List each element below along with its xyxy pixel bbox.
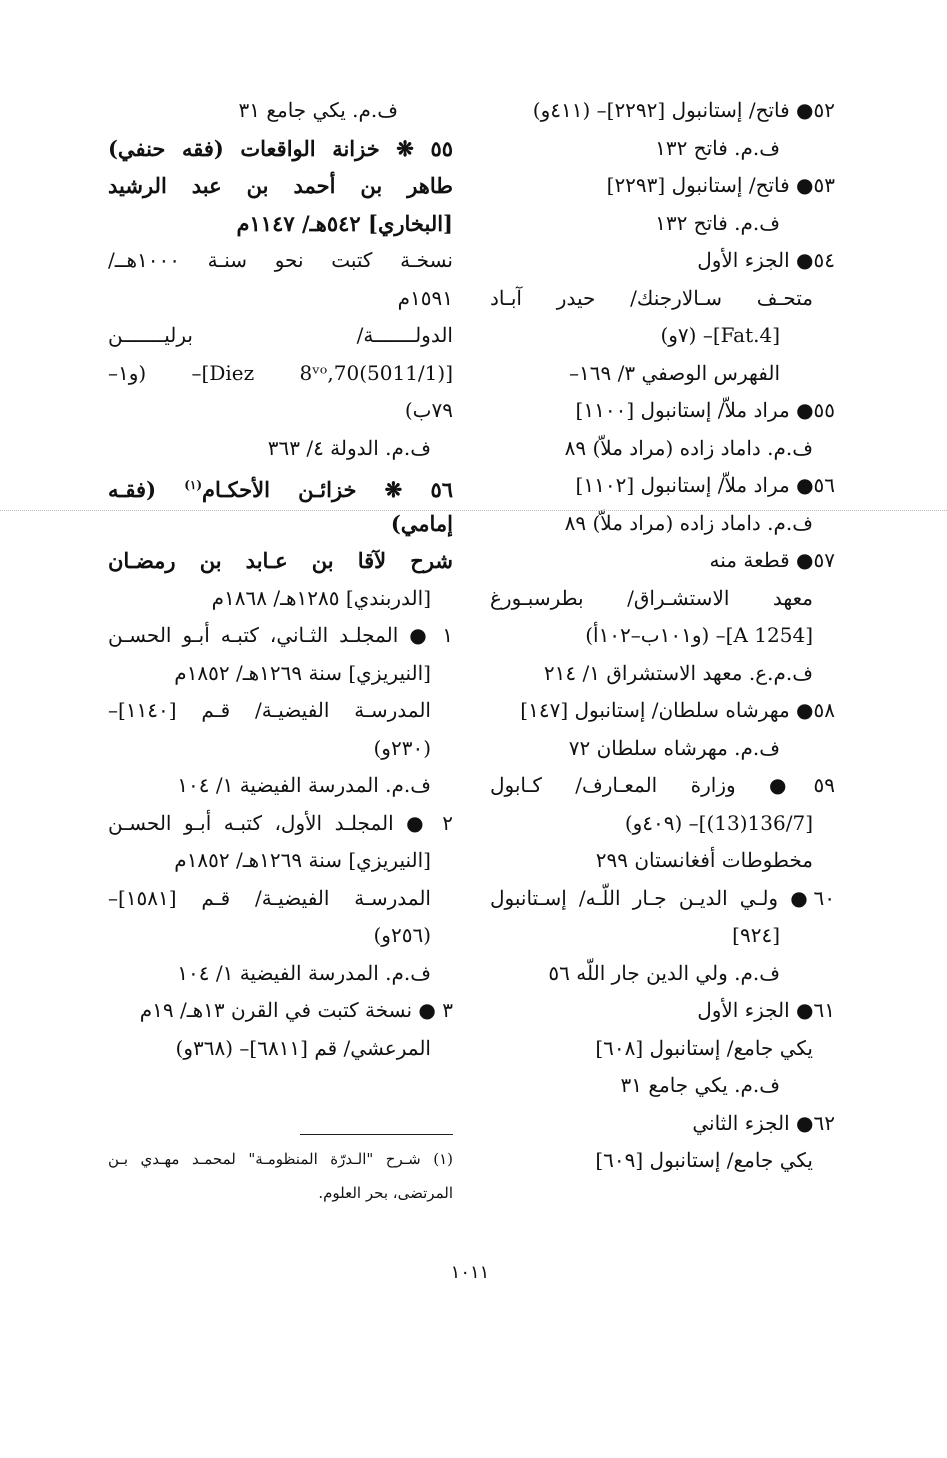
- line-text: الدولـــــــة/ برليـــــــن: [108, 323, 453, 347]
- text-line: [490, 767, 835, 805]
- line-text: ف.م. داماد زاده (مراد ملاّ) ٨٩: [564, 435, 813, 460]
- line-text: ٥٢● فاتح/ إستانبول [٢٢٩٢]– (٤١١و): [532, 98, 835, 122]
- line-text: [البخاري] ٥٤٢هـ/ ١١٤٧م: [236, 210, 453, 236]
- text-line: [108, 655, 453, 693]
- text-line: [490, 992, 835, 1030]
- line-text: [النيريزي] سنة ١٢٦٩هـ/ ١٨٥٢م: [174, 848, 431, 872]
- text-line: [108, 692, 453, 730]
- text-line: [490, 392, 835, 430]
- text-line: [108, 92, 453, 130]
- text-line: [490, 692, 835, 730]
- text-line: [490, 1067, 835, 1105]
- text-line: [108, 242, 453, 280]
- line-text: الفهرس الوصفي ٣/ ١٦٩–: [569, 360, 780, 385]
- text-line: [490, 955, 835, 993]
- text-line: [108, 1030, 453, 1068]
- text-line: [490, 167, 835, 205]
- text-line: [490, 280, 835, 318]
- text-line: [490, 1030, 835, 1068]
- line-text: ٥٣● فاتح/ إستانبول [٢٢٩٣]: [606, 173, 835, 197]
- footnote: (١) شـرح "الـدرّة المنظومـة" لمحمـد مهـدي بـن المرتضى، بحر العلوم.: [108, 1150, 453, 1202]
- line-text: ٥٩● وزارة المعـارف/ كـابول: [490, 773, 835, 797]
- line-text: ٢ ● المجلـد الأول، كتبـه أبـو الحسـن: [108, 810, 453, 835]
- line-text: ف.م. المدرسة الفيضية ١/ ١٠٤: [177, 960, 431, 985]
- page-number: ١٠١١: [450, 1262, 490, 1283]
- text-line: [108, 880, 453, 918]
- line-text: مخطوطات أفغانستان ٢٩٩: [595, 848, 813, 872]
- text-line: [490, 617, 835, 655]
- line-text: ٥٦ ❋ خزائـن الأحكـام: [202, 477, 453, 502]
- text-line: [108, 317, 453, 355]
- text-line: [108, 992, 453, 1030]
- text-line: [490, 730, 835, 768]
- line-tail: (فقـه: [108, 477, 185, 502]
- line-text: المرعشي/ قم [٦٨١١]– (٣٦٨و): [175, 1035, 431, 1060]
- text-line: [490, 317, 835, 355]
- text-line: [490, 242, 835, 280]
- line-text: [٩٢٤]: [732, 923, 780, 947]
- line-text: ف.م. داماد زاده (مراد ملاّ) ٨٩: [564, 510, 813, 535]
- line-text: [Fat.4]– (٧و): [660, 323, 780, 347]
- line-text: شرح لآقا بن عـابد بن رمضـان: [108, 548, 453, 573]
- line-text: ٥٥ ❋ خزانة الواقعات (فقه حنفي): [108, 135, 453, 161]
- text-line: [108, 467, 453, 505]
- text-line: [490, 917, 835, 955]
- line-text: ٥٧● قطعة منه: [709, 548, 835, 572]
- line-text: ٥٦● مراد ملاّ/ إستانبول [١١٠٢]: [575, 473, 835, 497]
- line-text: ٥٤● الجزء الأول: [697, 248, 835, 272]
- text-line: [490, 355, 835, 393]
- line-text: معهد الاستشـراق/ بطرسبـورغ: [490, 585, 813, 610]
- line-text: ف.م.ع. معهد الاستشراق ١/ ٢١٤: [543, 660, 813, 685]
- line-text: ٦١● الجزء الأول: [697, 998, 835, 1022]
- line-text: (٢٣٠و): [373, 735, 431, 760]
- line-text: ١٥٩١م: [397, 285, 453, 310]
- text-line: [108, 280, 453, 318]
- line-text: ف.م. الدولة ٤/ ٣٦٣: [267, 435, 431, 460]
- line-text: ١ ● المجلـد الثـاني، كتبـه أبـو الحسـن: [108, 623, 453, 647]
- text-line: [490, 580, 835, 618]
- line-text: ٦٢● الجزء الثاني: [692, 1110, 835, 1135]
- scan-dotted-line: [0, 510, 947, 511]
- text-line: [490, 1105, 835, 1143]
- text-line: [108, 730, 453, 768]
- line-text: [الدربندي] ١٢٨٥هـ/ ١٨٦٨م: [211, 585, 431, 610]
- line-text: ف.م. يكي جامع ٣١: [620, 1073, 780, 1097]
- footnote-rule: [300, 1134, 453, 1135]
- text-line: [108, 430, 453, 468]
- text-line: [490, 467, 835, 505]
- line-text: متحـف سـالارجنك/ حيدر آبـاد: [490, 285, 813, 310]
- text-line: [490, 1142, 835, 1180]
- text-line: [108, 617, 453, 655]
- text-line: [490, 130, 835, 168]
- text-line: [490, 805, 835, 843]
- line-text: إمامي): [390, 510, 453, 536]
- line-text: [A 1254]– (و١٠١ب–١٠٢أ): [585, 623, 813, 647]
- text-line: [108, 542, 453, 580]
- line-text: ف.م. المدرسة الفيضية ١/ ١٠٤: [177, 773, 431, 797]
- text-line: [108, 955, 453, 993]
- line-text: ف.م. يكي جامع ٣١: [238, 98, 398, 122]
- text-line: [108, 392, 453, 430]
- line-text: نسخـة كتبت نحو سنـة ١٠٠٠هــ/: [108, 248, 453, 272]
- line-text: ٣ ● نسخة كتبت في القرن ١٣هـ/ ١٩م: [139, 998, 453, 1022]
- text-line: [108, 205, 453, 243]
- text-line: [108, 130, 453, 168]
- line-text: ٧٩ب): [404, 398, 453, 422]
- text-line: [490, 542, 835, 580]
- text-line: [490, 205, 835, 243]
- line-text: ٥٨● مهرشاه سلطان/ إستانبول [١٤٧]: [520, 698, 835, 722]
- text-line: [108, 580, 453, 618]
- line-text: المدرسـة الفيضيـة/ قـم [١١٤٠]–: [108, 698, 431, 722]
- text-line: [490, 430, 835, 468]
- text-line: [108, 842, 453, 880]
- line-text: [136/7(13)]– (٤٠٩و): [624, 810, 813, 835]
- text-line: [108, 167, 453, 205]
- text-line: [490, 880, 835, 918]
- line-text: ف.م. ولي الدين جار اللّه ٥٦: [548, 960, 780, 985]
- line-text: [النيريزي] سنة ١٢٦٩هـ/ ١٨٥٢م: [174, 660, 431, 685]
- text-line: [490, 655, 835, 693]
- line-text: يكي جامع/ إستانبول [٦٠٨]: [595, 1035, 813, 1060]
- text-line: [490, 842, 835, 880]
- text-line: [108, 805, 453, 843]
- text-line: [108, 767, 453, 805]
- line-text: ف.م. فاتح ١٣٢: [655, 135, 780, 160]
- line-text: ف.م. فاتح ١٣٢: [655, 210, 780, 235]
- line-text: ٦٠● ولـي الديـن جـار اللّـه/ إسـتانبول: [490, 885, 835, 910]
- footnote-marker: (١): [184, 478, 203, 492]
- line-text: (٢٥٦و): [373, 923, 431, 947]
- line-text: يكي جامع/ إستانبول [٦٠٩]: [595, 1148, 813, 1172]
- text-line: [108, 355, 453, 393]
- right-column: [490, 92, 835, 1180]
- line-text: طاهر بن أحمد بن عبد الرشيد: [108, 173, 453, 198]
- text-line: [490, 92, 835, 130]
- line-text: المدرسـة الفيضيـة/ قـم [١٥٨١]–: [108, 885, 431, 910]
- line-text: ٥٥● مراد ملاّ/ إستانبول [١١٠٠]: [575, 398, 835, 422]
- line-text: ف.م. مهرشاه سلطان ٧٢: [568, 735, 780, 760]
- text-line: [108, 917, 453, 955]
- left-column: [108, 92, 453, 1067]
- line-text: [Diez 8ᵛᵒ,70(5011/1)]– (و١–: [108, 360, 453, 385]
